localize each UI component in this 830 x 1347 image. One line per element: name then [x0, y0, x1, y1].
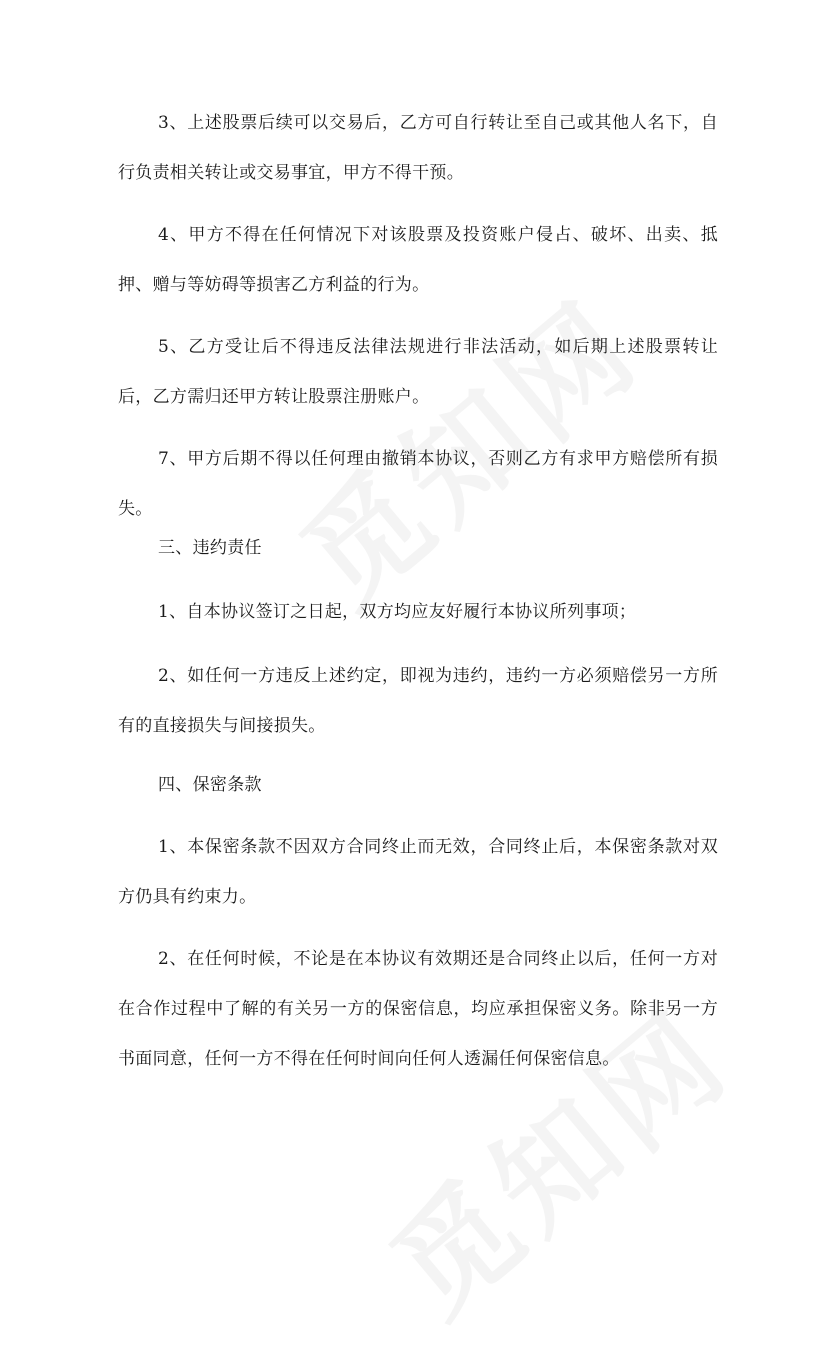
section-heading-breach: 三、违约责任 [158, 538, 262, 558]
clause-5: 5、乙方受让后不得违反法律法规进行非法活动，如后期上述股票转让后，乙方需归还甲方转让股票注册账户。 [118, 337, 718, 407]
confidentiality-clause-2: 2、在任何时候，不论是在本协议有效期还是合同终止以后，任何一方对在合作过程中了解的有关另一方的保密信息，均应承担保密义务。除非另一方书面同意，任何一方不得在任何时间向任何人透漏任何保密信息。 [118, 949, 718, 1069]
breach-clause-1: 1、自本协议签订之日起，双方均应友好履行本协议所列事项； [158, 602, 637, 622]
section-heading-confidentiality: 四、保密条款 [158, 775, 262, 795]
clause-7: 7、甲方后期不得以任何理由撤销本协议，否则乙方有求甲方赔偿所有损失。 [118, 449, 718, 519]
clause-3: 3、上述股票后续可以交易后，乙方可自行转让至自己或其他人名下，自行负责相关转让或交易事宜，甲方不得干预。 [118, 113, 718, 183]
confidentiality-clause-1: 1、本保密条款不因双方合同终止而无效，合同终止后，本保密条款对双方仍具有约束力。 [118, 837, 718, 907]
breach-clause-2: 2、如任何一方违反上述约定，即视为违约，违约一方必须赔偿另一方所有的直接损失与间接损失。 [118, 666, 718, 736]
clause-4: 4、甲方不得在任何情况下对该股票及投资账户侵占、破坏、出卖、抵押、赠与等妨碍等损害乙方利益的行为。 [118, 225, 718, 295]
